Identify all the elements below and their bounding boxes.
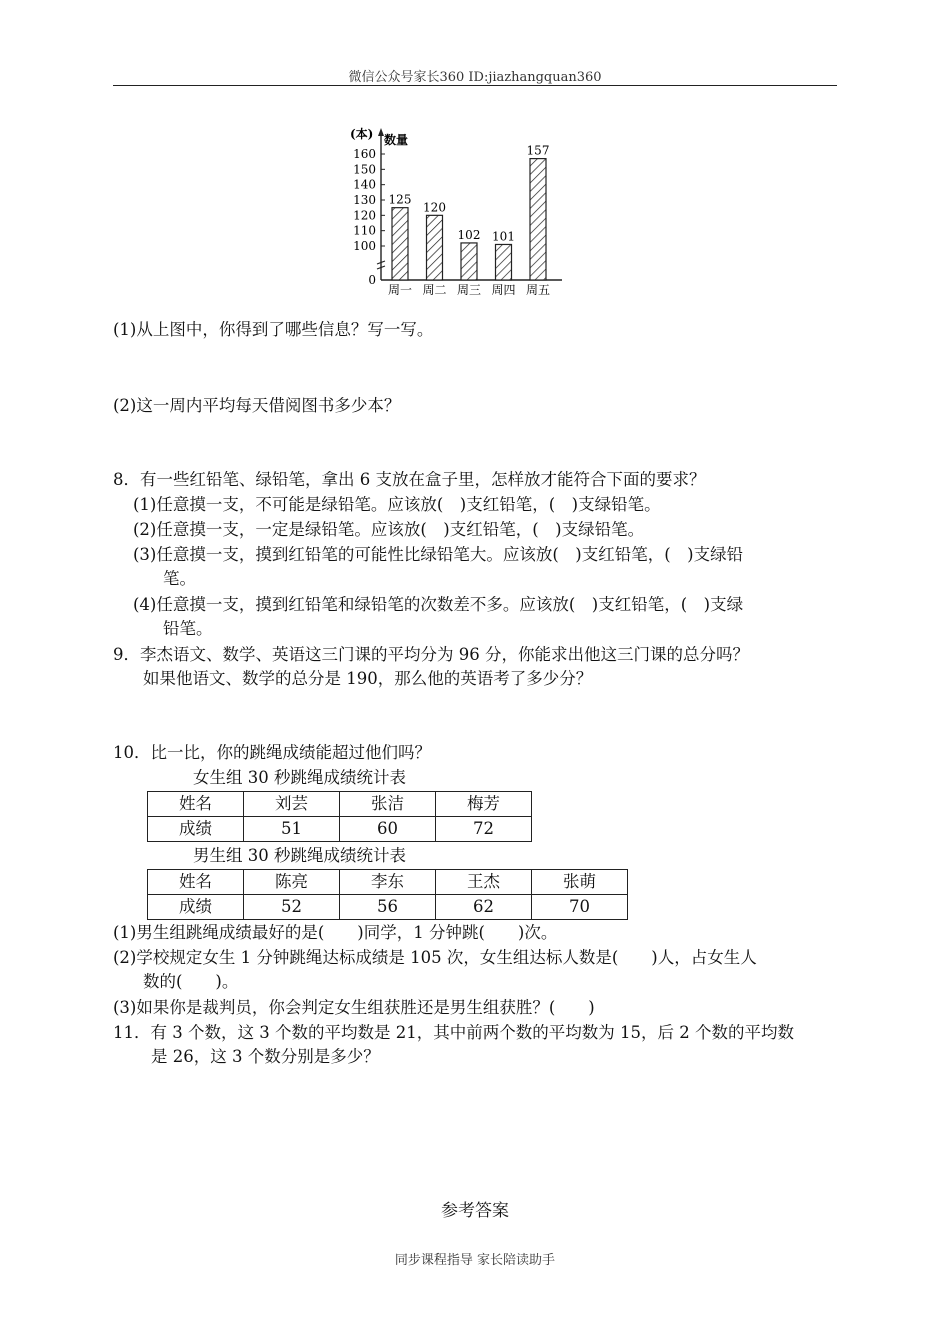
table-cell: 56: [340, 895, 436, 920]
q9-line2: 如果他语文、数学的总分是 190，那么他的英语考了多少分？: [143, 669, 593, 688]
table-header-cell: 姓名: [148, 792, 244, 817]
q8-sub3-cont: 笔。: [163, 569, 196, 588]
bar-value-label: 125: [388, 192, 412, 207]
boys-score-table: [147, 869, 628, 920]
bar-value-label: 157: [526, 143, 550, 158]
table-header-cell: 姓名: [148, 870, 244, 895]
table-header-cell: 成绩: [148, 817, 244, 842]
bar: [392, 208, 408, 280]
q8-sub2: (2)任意摸一支，一定是绿铅笔。应该放( )支红铅笔，( )支绿铅笔。: [133, 520, 645, 539]
q10-sub1: (1)男生组跳绳成绩最好的是( )同学，1 分钟跳( )次。: [113, 923, 558, 942]
table-cell: 51: [244, 817, 340, 842]
bar-value-label: 120: [423, 200, 446, 215]
table-cell: 70: [532, 895, 628, 920]
table-row: [148, 792, 532, 817]
bar: [530, 159, 546, 280]
q11-line2: 是 26，这 3 个数分别是多少？: [151, 1047, 380, 1066]
table-cell: 62: [436, 895, 532, 920]
x-tick-label: 周一: [387, 283, 413, 297]
table-cell: 52: [244, 895, 340, 920]
x-tick-label: 周四: [491, 283, 516, 297]
bar-value-label: 102: [457, 227, 481, 242]
y-tick-label: 130: [353, 193, 376, 207]
bar: [427, 215, 443, 280]
q8-sub4-cont: 铅笔。: [163, 619, 213, 638]
table-cell: 张萌: [532, 870, 628, 895]
q7-sub2: (2)这一周内平均每天借阅图书多少本？: [113, 396, 401, 415]
table-row: [148, 870, 628, 895]
x-tick-label: 周二: [422, 283, 447, 297]
chart-y-axis-label: 数量: [384, 133, 409, 147]
bar: [461, 243, 477, 280]
table-cell: 72: [436, 817, 532, 842]
y-tick-label: 140: [353, 177, 376, 192]
q10-sub3: (3)如果你是裁判员，你会判定女生组获胜还是男生组获胜？( ): [113, 998, 595, 1017]
y-tick-label: 150: [353, 162, 376, 177]
table-cell: 张洁: [340, 792, 436, 817]
table-cell: 刘芸: [244, 792, 340, 817]
table-cell: 王杰: [436, 870, 532, 895]
table-row: [148, 895, 628, 920]
q10-stem: 10．比一比，你的跳绳成绩能超过他们吗？: [113, 743, 431, 762]
girls-table-caption: 女生组 30 秒跳绳成绩统计表: [193, 768, 406, 787]
x-tick-label: 周三: [456, 283, 482, 297]
page-footer: 同步课程指导 家长陪读助手: [394, 1253, 556, 1268]
y-tick-label: 160: [353, 147, 376, 161]
bar-value-label: 101: [492, 229, 515, 244]
table-cell: 60: [340, 817, 436, 842]
bar: [496, 244, 512, 280]
boys-table-caption: 男生组 30 秒跳绳成绩统计表: [193, 846, 406, 865]
y-tick-label: 120: [353, 208, 376, 223]
y-tick-label: 0: [368, 273, 376, 287]
q8-sub4: (4)任意摸一支，摸到红铅笔和绿铅笔的次数差不多。应该放( )支红铅笔，( )支绿: [133, 595, 744, 614]
x-tick-label: 周五: [525, 283, 551, 297]
q8-stem: 8．有一些红铅笔、绿铅笔，拿出 6 支放在盒子里，怎样放才能符合下面的要求？: [113, 470, 706, 489]
table-row: [148, 817, 532, 842]
answers-title: 参考答案: [441, 1201, 509, 1221]
table-cell: 李东: [340, 870, 436, 895]
bar-chart: [340, 118, 610, 300]
q8-sub3: (3)任意摸一支，摸到红铅笔的可能性比绿铅笔大。应该放( )支红铅笔，( )支绿铅: [133, 545, 744, 564]
girls-score-table: [147, 791, 532, 842]
q11-line1: 11．有 3 个数，这 3 个数的平均数是 21，其中前两个数的平均数为 15，后 2 个数的平均数: [113, 1023, 794, 1042]
q9-line1: 9．李杰语文、数学、英语这三门课的平均分为 96 分，你能求出他这三门课的总分吗？: [113, 645, 749, 664]
page-header: 微信公众号家长360 ID:jiazhangquan360: [348, 70, 602, 85]
table-cell: 陈亮: [244, 870, 340, 895]
chart-unit-label: (本): [350, 127, 374, 141]
header-divider: [113, 85, 837, 86]
q8-sub1: (1)任意摸一支，不可能是绿铅笔。应该放( )支红铅笔，( )支绿铅笔。: [133, 495, 661, 514]
table-cell: 梅芳: [436, 792, 532, 817]
table-header-cell: 成绩: [148, 895, 244, 920]
y-tick-label: 110: [353, 223, 376, 238]
q10-sub2: (2)学校规定女生 1 分钟跳绳达标成绩是 105 次，女生组达标人数是( )人，占女生人: [113, 948, 757, 967]
q10-sub2-cont: 数的( )。: [143, 972, 239, 991]
q7-sub1: (1)从上图中，你得到了哪些信息？写一写。: [113, 320, 434, 339]
y-tick-label: 100: [353, 239, 376, 253]
